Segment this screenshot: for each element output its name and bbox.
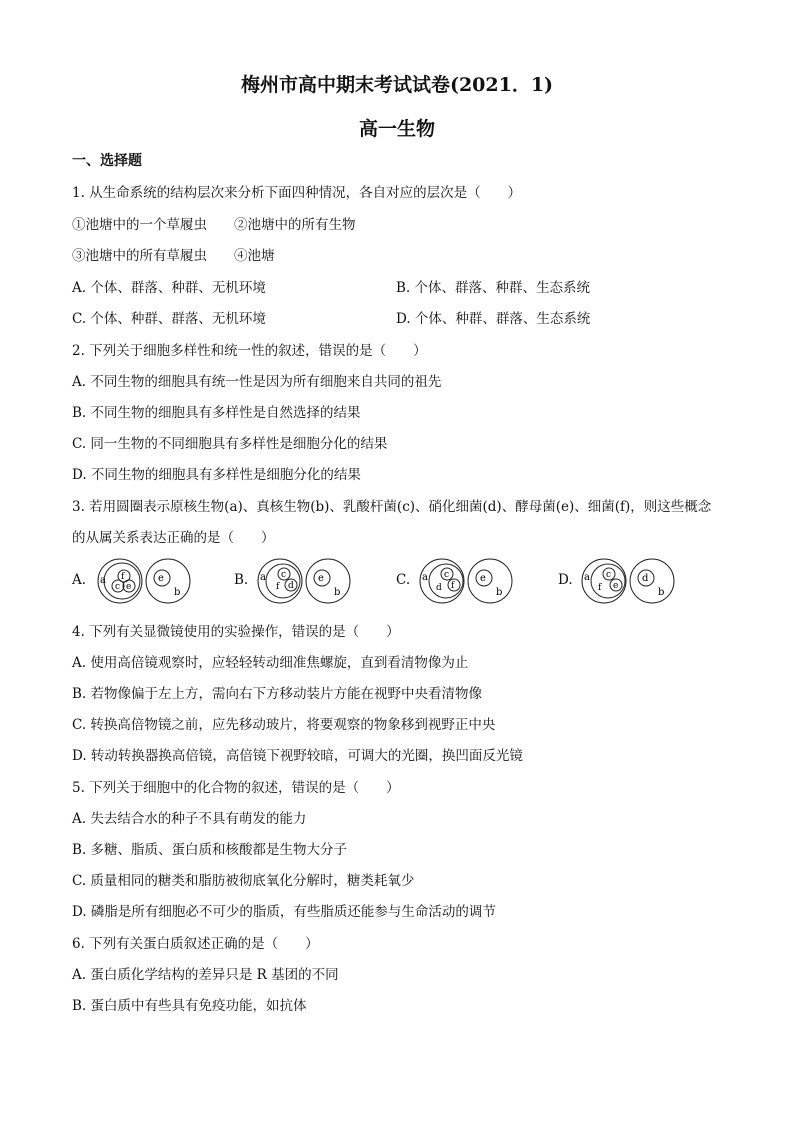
q3-b-label-right-inner: e — [318, 573, 324, 584]
q3-b-label-inner3: d — [288, 581, 294, 591]
q6-option-b: B. 蛋白质中有些具有免疫功能，如抗体 — [72, 998, 307, 1014]
q3-a-label-inner2: c — [115, 582, 121, 592]
q1-option-d: D. 个体、种群、群落、生态系统 — [396, 311, 591, 327]
q2-option-a: A. 不同生物的细胞具有统一性是因为所有细胞来自共同的祖先 — [72, 374, 442, 390]
q3-c-label-inner3: f — [451, 581, 455, 591]
q3-a-label-inner1: f — [121, 572, 125, 582]
q3-c-label-right-outer: b — [496, 587, 503, 598]
q3-a-label-outer: a — [100, 575, 106, 586]
q1-option-b: B. 个体、群落、种群、生态系统 — [396, 280, 591, 296]
q3-diagram-a — [96, 556, 196, 606]
q2-stem: 2. 下列关于细胞多样性和统一性的叙述，错误的是（ ） — [72, 343, 427, 359]
q3-option-b-label: B. — [234, 572, 249, 588]
q3-diagram-d — [580, 556, 680, 606]
q5-option-d: D. 磷脂是所有细胞必不可少的脂质，有些脂质还能参与生命活动的调节 — [72, 904, 496, 920]
q1-option-a: A. 个体、群落、种群、无机环境 — [72, 280, 266, 296]
q2-option-c: C. 同一生物的不同细胞具有多样性是细胞分化的结果 — [72, 436, 388, 452]
q3-option-c-label: C. — [396, 572, 411, 588]
q3-d-label-outer: a — [584, 572, 590, 583]
q3-d-label-right-outer: b — [658, 587, 665, 598]
q3-a-label-right-outer: b — [174, 587, 181, 598]
q4-stem: 4. 下列有关显微镜使用的实验操作，错误的是（ ） — [72, 624, 400, 640]
q3-diagram-c — [418, 556, 518, 606]
q3-stem-line1: 3. 若用圆圈表示原核生物(a)、真核生物(b)、乳酸杆菌(c)、硝化细菌(d)、酵母菌(e)、细菌(f)，则这些概念 — [72, 499, 712, 515]
q3-d-label-inner3: e — [613, 581, 619, 591]
q3-c-label-outer: a — [422, 572, 428, 583]
q3-diagram-b — [256, 556, 356, 606]
q3-a-label-inner3: e — [126, 582, 132, 592]
q3-b-label-inner1: c — [281, 570, 287, 580]
q1-option-c: C. 个体、种群、群落、无机环境 — [72, 311, 266, 327]
q1-items-a: ①池塘中的一个草履虫 ②池塘中的所有生物 — [72, 217, 356, 233]
q2-option-d: D. 不同生物的细胞具有多样性是细胞分化的结果 — [72, 467, 361, 483]
q3-d-label-right-inner: d — [642, 573, 649, 584]
q3-option-a-label: A. — [72, 572, 87, 588]
q5-stem: 5. 下列关于细胞中的化合物的叙述，错误的是（ ） — [72, 780, 400, 796]
q5-option-c: C. 质量相同的糖类和脂肪被彻底氧化分解时，糖类耗氧少 — [72, 873, 415, 889]
section-heading: 一、选择题 — [72, 153, 142, 169]
q5-option-a: A. 失去结合水的种子不具有萌发的能力 — [72, 811, 307, 827]
q1-items-b: ③池塘中的所有草履虫 ④池塘 — [72, 248, 275, 264]
q5-option-b: B. 多糖、脂质、蛋白质和核酸都是生物大分子 — [72, 842, 348, 858]
q3-c-label-right-inner: e — [480, 573, 486, 584]
q3-b-label-outer: a — [260, 572, 266, 583]
q2-option-b: B. 不同生物的细胞具有多样性是自然选择的结果 — [72, 405, 361, 421]
q1-stem: 1. 从生命系统的结构层次来分析下面四种情况，各自对应的层次是（ ） — [72, 185, 522, 201]
q6-stem: 6. 下列有关蛋白质叙述正确的是（ ） — [72, 936, 319, 952]
q4-option-d: D. 转动转换器换高倍镜，高倍镜下视野较暗，可调大的光圈，换凹面反光镜 — [72, 748, 523, 764]
q3-d-label-inner1: c — [606, 570, 612, 580]
q3-stem-line2: 的从属关系表达正确的是（ ） — [72, 530, 275, 546]
q3-c-label-inner1: c — [444, 570, 450, 580]
q3-a-label-right-inner: e — [158, 573, 164, 584]
q3-c-label-inner2: d — [436, 583, 442, 593]
page-subtitle: 高一生物 — [358, 118, 435, 140]
q3-b-label-inner2: f — [276, 582, 280, 592]
q4-option-b: B. 若物像偏于左上方，需向右下方移动装片方能在视野中央看清物像 — [72, 686, 483, 702]
q3-b-label-right-outer: b — [334, 587, 341, 598]
q4-option-c: C. 转换高倍物镜之前，应先移动玻片，将要观察的物象移到视野正中央 — [72, 717, 496, 733]
page-title: 梅州市高中期末考试试卷(2021．1) — [240, 74, 554, 96]
q6-option-a: A. 蛋白质化学结构的差异只是 R 基团的不同 — [72, 967, 339, 983]
q3-option-d-label: D. — [558, 572, 573, 588]
q4-option-a: A. 使用高倍镜观察时，应轻轻转动细准焦螺旋，直到看清物像为止 — [72, 655, 469, 671]
q3-d-label-inner2: f — [598, 583, 602, 593]
